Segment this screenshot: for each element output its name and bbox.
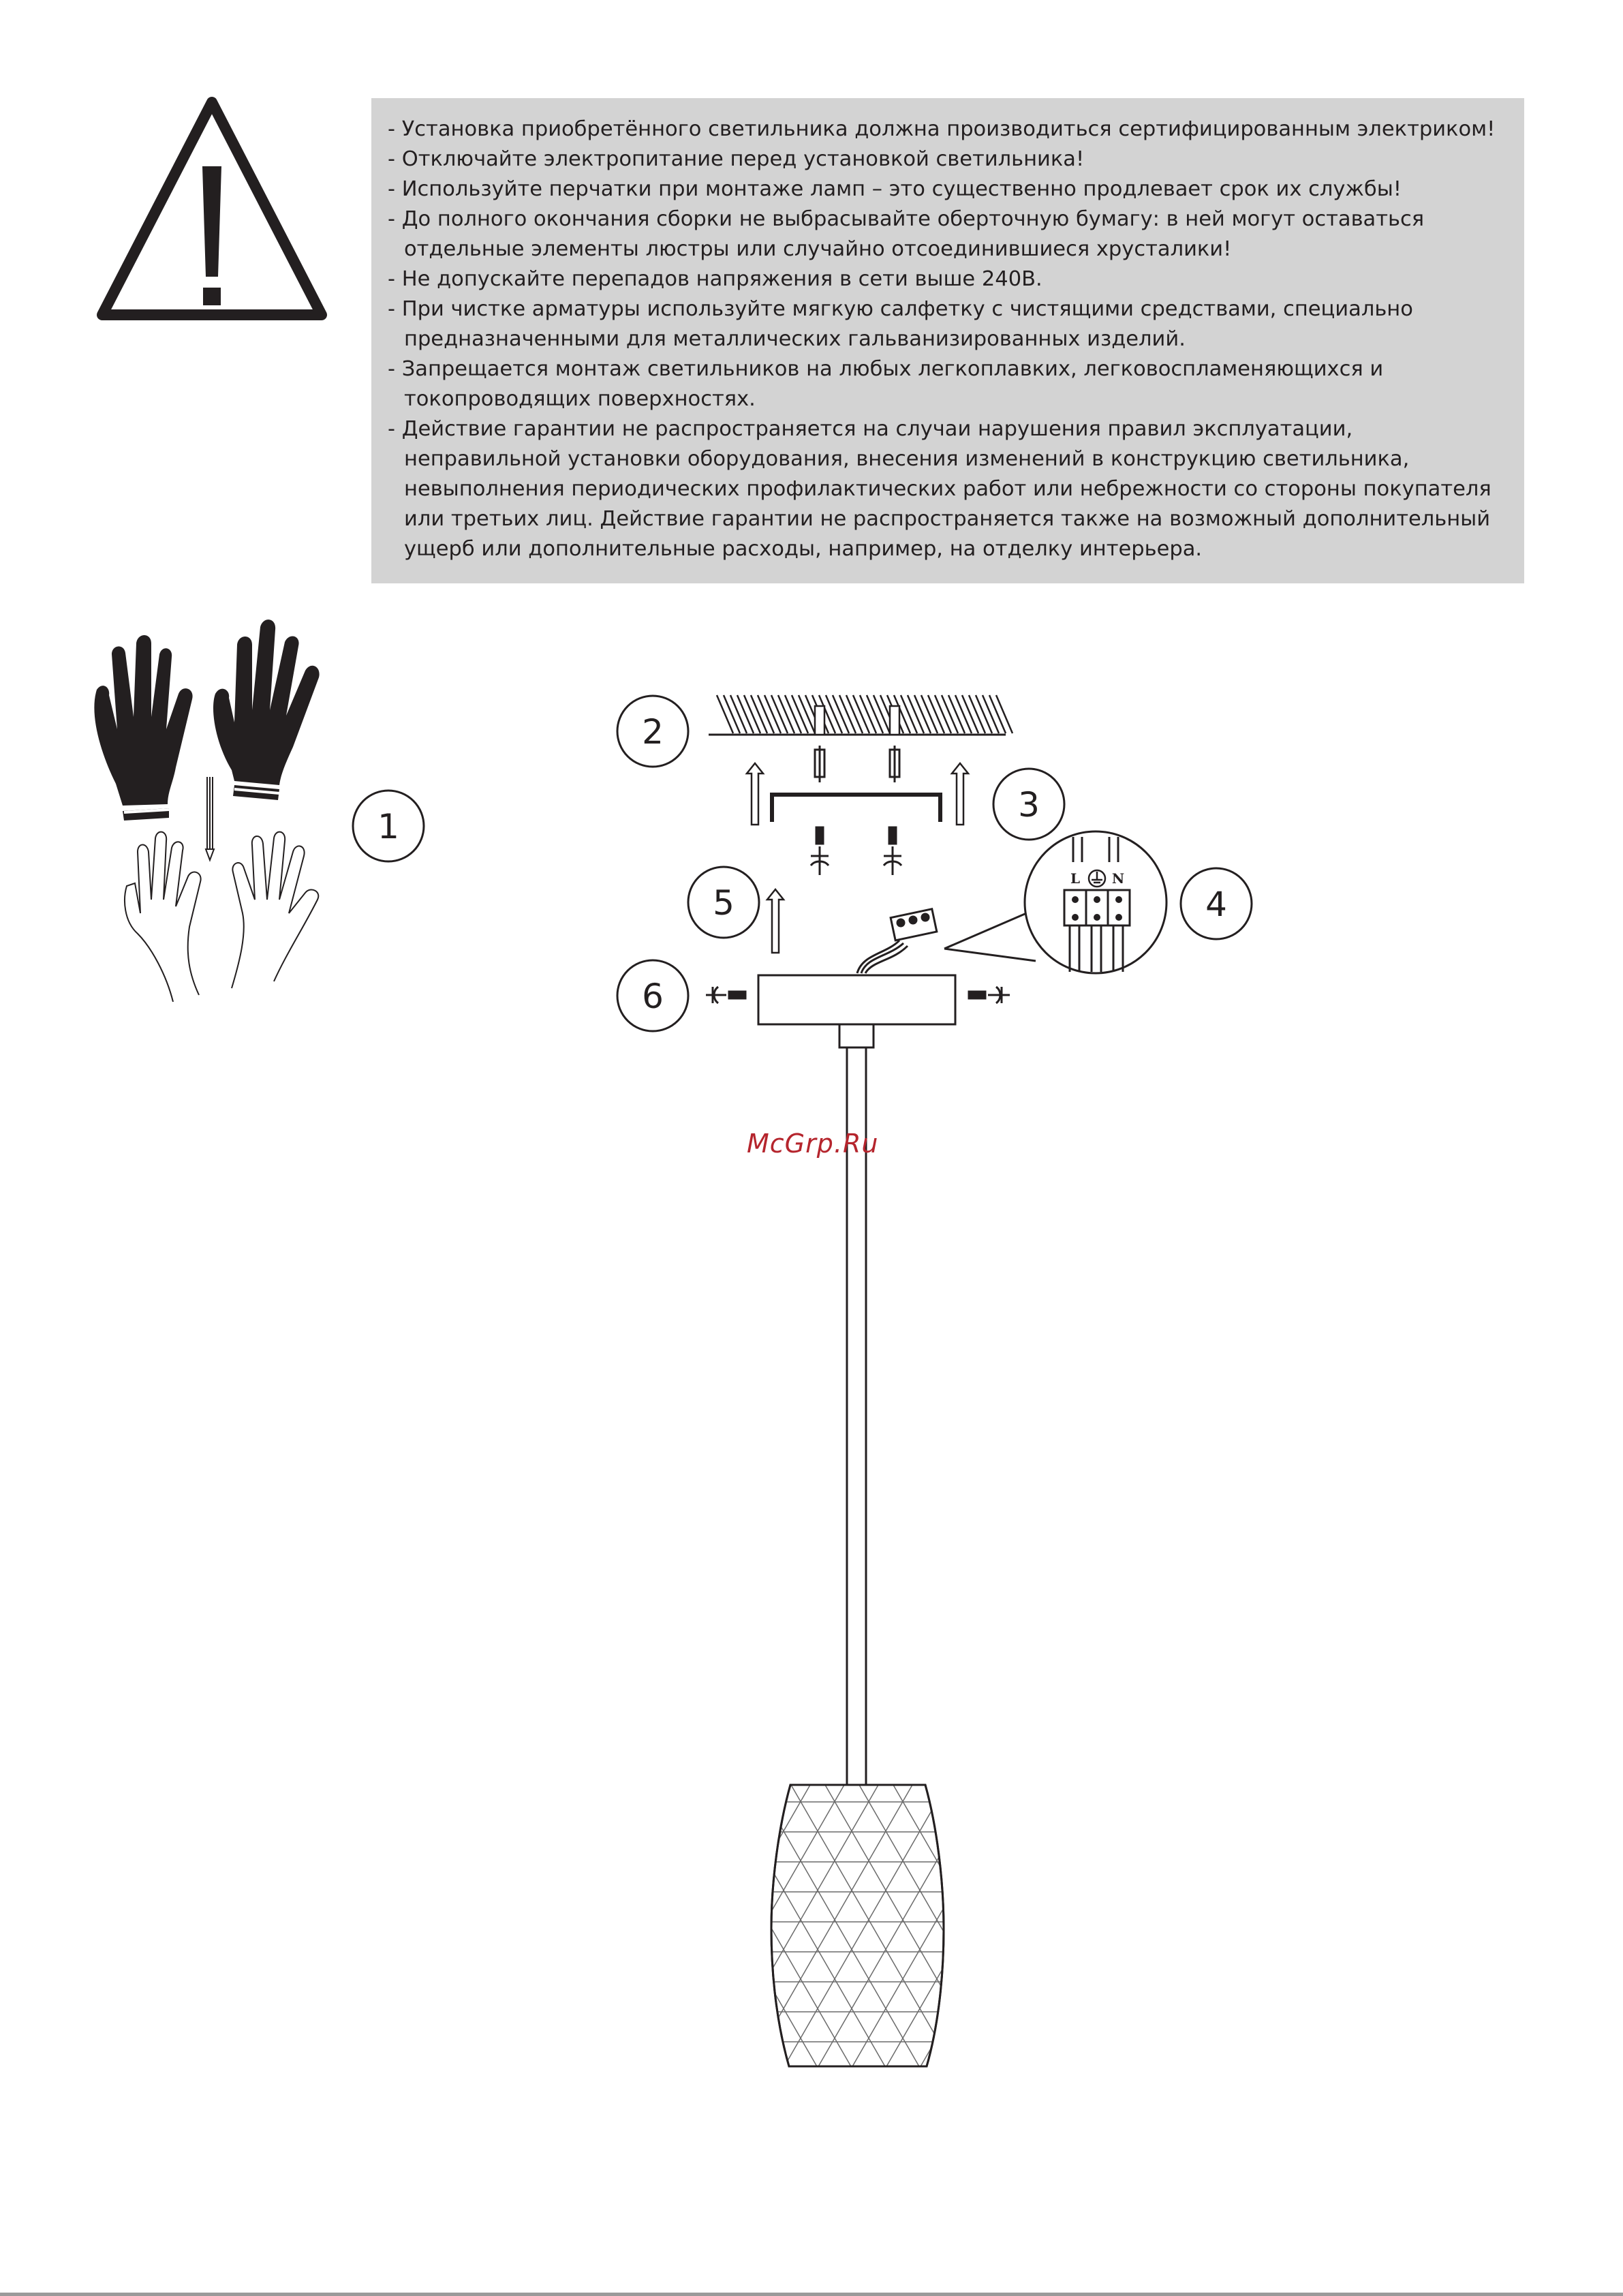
terminal-detail [1025, 831, 1166, 973]
step-5-marker [688, 867, 759, 938]
anchor-icon [815, 746, 899, 782]
screw-icon [811, 827, 901, 875]
step-2-label: 2 [642, 712, 664, 752]
warning-line: - Установка приобретённого светильника должна производиться сертифицированным электриком! [388, 117, 1496, 141]
step-4-label: 4 [1205, 885, 1227, 924]
warning-line: - Действие гарантии не распространяется на случаи нарушения правил эксплуатации, [388, 417, 1353, 441]
step-3-label: 3 [1018, 785, 1040, 825]
warning-line: или третьих лиц. Действие гарантии не распространяется также на возможный дополнительный [404, 507, 1491, 531]
footer-rule [0, 2293, 1623, 2296]
warning-line: - Не допускайте перепадов напряжения в сети выше 240В. [388, 267, 1042, 291]
step-2-marker [617, 696, 688, 767]
warning-line: невыполнения периодических профилактических работ или небрежности со стороны покупателя [404, 477, 1491, 501]
warning-line: ущерб или дополнительные расходы, например, на отделку интерьера. [404, 537, 1203, 561]
ceiling-icon [709, 695, 1013, 735]
step-4-marker [1181, 868, 1252, 939]
terminal-block-icon [857, 909, 937, 973]
canopy [758, 975, 955, 1024]
glass-shade [0, 1772, 1623, 2085]
neutral-terminal-label: N [1111, 870, 1125, 887]
warning-line: предназначенными для металлических гальванизированных изделий. [404, 327, 1186, 351]
step-1-label: 1 [377, 807, 399, 846]
warning-line: - При чистке арматуры используйте мягкую салфетку с чистящими средствами, специально [388, 297, 1413, 321]
warning-line: неправильной установки оборудования, внесения изменений в конструкцию светильника, [404, 447, 1410, 471]
warning-line: отдельные элементы люстры или случайно отсоединившиеся хрусталики! [404, 237, 1232, 261]
step-6-marker [617, 960, 688, 1031]
warning-line: - Отключайте электропитание перед установкой светильника! [388, 147, 1085, 171]
step-1-marker [353, 791, 424, 861]
step-5-label: 5 [713, 883, 735, 923]
live-terminal-label: L [1070, 870, 1081, 887]
mounting-bracket [772, 795, 940, 822]
watermark: McGrp.Ru [747, 1129, 879, 1159]
warning-line: - Используйте перчатки при монтаже ламп – это существенно продлевает срок их службы! [388, 177, 1402, 201]
warning-line: - Запрещается монтаж светильников на любых легкоплавких, легковоспламеняющихся и [388, 357, 1384, 381]
warning-line: токопроводящих поверхностях. [404, 387, 756, 411]
step-3-marker [993, 769, 1064, 840]
rod-connector [839, 1024, 874, 1047]
warning-line: - До полного окончания сборки не выбрасывайте оберточную бумагу: в ней могут оставаться [388, 207, 1425, 231]
step-6-label: 6 [642, 977, 664, 1016]
